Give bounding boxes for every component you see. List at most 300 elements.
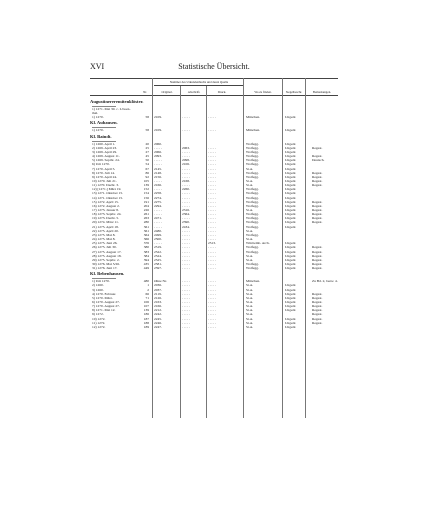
row-nr: 361 bbox=[143, 224, 149, 229]
row-abschrift: . . . . . bbox=[182, 283, 190, 288]
row-abschrift: . . . . . bbox=[182, 279, 190, 284]
row-druck: . . . . . bbox=[208, 187, 216, 192]
row-original: . . . . . bbox=[154, 224, 162, 229]
row-original: Ohne Nr. bbox=[154, 279, 167, 284]
row-nr: 226 bbox=[143, 208, 149, 212]
row-location: Wolfegg. bbox=[246, 170, 259, 175]
row-remark: Regest. bbox=[312, 203, 323, 208]
row-siegel: Ungedr. bbox=[285, 158, 297, 163]
row-druck: . . . . . bbox=[208, 316, 216, 321]
row-druck: . . . . . bbox=[208, 320, 216, 325]
column-group-rule bbox=[154, 85, 244, 86]
row-location: Wolfegg. bbox=[246, 141, 259, 146]
row-nr: 154 bbox=[143, 191, 149, 196]
row-siegel: Ungedr. bbox=[285, 115, 297, 120]
row-location: Wolfegg. bbox=[246, 261, 259, 266]
row-druck: . . . . . bbox=[208, 166, 216, 171]
row-siegel: Ungedr. bbox=[285, 300, 297, 304]
row-location: St.A. bbox=[246, 324, 254, 329]
row-druck: . . . . . bbox=[208, 232, 216, 237]
row-remark: Regest. bbox=[312, 312, 323, 317]
row-original: 2109. bbox=[154, 115, 162, 120]
row-original: 2471. bbox=[154, 216, 162, 221]
row-location: Wolfegg. bbox=[246, 191, 259, 196]
row-original: 2245. bbox=[154, 316, 162, 321]
row-siegel: Ungedr. bbox=[285, 291, 297, 296]
row-nr: 361 bbox=[143, 228, 149, 233]
row-remark: Regest. bbox=[312, 174, 323, 179]
row-siegel: Ungedr. bbox=[285, 170, 297, 175]
row-label: 1) 1270. bbox=[92, 115, 104, 120]
row-original: . . . . . bbox=[154, 178, 162, 183]
row-label: 11) 1272. bbox=[92, 320, 106, 325]
row-nr: 66 bbox=[145, 291, 149, 296]
row-nr: 67 bbox=[145, 166, 149, 171]
row-location: Württemb. Arch. bbox=[246, 241, 270, 246]
row-abschrift: 2364. bbox=[182, 212, 190, 217]
row-remark: Regest. bbox=[312, 261, 323, 266]
row-druck: . . . . . bbox=[208, 115, 216, 120]
row-location: Wolfegg. bbox=[246, 266, 259, 271]
row-abschrift: . . . . . bbox=[182, 191, 190, 196]
page-title: Statistische Übersicht. bbox=[178, 62, 250, 71]
row-druck: . . . . . bbox=[208, 324, 216, 329]
col-header-original: Original. bbox=[161, 90, 173, 94]
row-label: thal. bbox=[92, 111, 99, 116]
row-nr: 20 bbox=[145, 141, 149, 146]
row-nr: 189 bbox=[143, 324, 149, 329]
row-nr: 25 bbox=[145, 145, 149, 150]
section-title: Kl. Bebenhausen. bbox=[90, 271, 125, 277]
row-remark: Regest. bbox=[312, 308, 323, 313]
row-abschrift: 2063. bbox=[182, 145, 190, 150]
row-label: 13) 1271. Oktober 15. bbox=[92, 191, 124, 196]
col-header-wo: Wo zu finden. bbox=[254, 90, 272, 94]
row-abschrift: . . . . . bbox=[182, 324, 190, 329]
row-druck: . . . . . bbox=[208, 191, 216, 196]
row-nr: 50 bbox=[145, 158, 149, 163]
row-original: 2145. bbox=[154, 166, 162, 171]
row-label: 5) 1269. Septbr. 24. bbox=[92, 158, 120, 163]
row-abschrift: . . . . . bbox=[182, 253, 190, 258]
row-abschrift: . . . . . bbox=[182, 154, 190, 159]
row-druck: . . . . . bbox=[208, 195, 216, 200]
row-remark: Regest. bbox=[312, 145, 323, 150]
row-original: . . . . . bbox=[154, 162, 162, 167]
row-abschrift: . . . . . bbox=[182, 295, 190, 300]
row-label: 17) 1273. Januar 8. bbox=[92, 208, 119, 212]
row-nr: 383 bbox=[143, 249, 149, 254]
table-row bbox=[90, 325, 338, 329]
row-druck: . . . . . bbox=[208, 308, 216, 313]
row-nr: 107 bbox=[143, 304, 149, 309]
row-location: Wolfegg. bbox=[246, 232, 259, 237]
row-location: Wolfegg. bbox=[246, 195, 259, 200]
row-original: 2258. bbox=[154, 191, 162, 196]
row-location: Wolfegg. bbox=[246, 212, 259, 217]
row-location: St.A. bbox=[246, 237, 254, 242]
row-location: St.A. bbox=[246, 295, 254, 300]
row-nr: 86 bbox=[145, 170, 149, 175]
col-header-nr: Nr. bbox=[143, 90, 147, 94]
row-siegel: Ungedr. bbox=[285, 195, 297, 200]
row-original: 2212. bbox=[154, 308, 162, 313]
row-location: Wolfegg. bbox=[246, 174, 259, 179]
row-nr: 261 bbox=[143, 212, 149, 217]
row-druck: . . . . . bbox=[208, 154, 216, 159]
row-label: 19) 1273. Dezbr. 5. bbox=[92, 216, 120, 221]
row-label: 28) 1275. August 18. bbox=[92, 253, 122, 258]
row-druck: . . . . . bbox=[208, 291, 216, 296]
row-label: 10) 1272. bbox=[92, 316, 106, 321]
row-abschrift: 2316. bbox=[182, 208, 190, 212]
row-original: 2499. bbox=[154, 232, 162, 237]
row-siegel: Ungedr. bbox=[285, 174, 297, 179]
row-location: St.A. bbox=[246, 291, 254, 296]
row-nr: 376 bbox=[143, 241, 149, 246]
row-location: Wolfegg. bbox=[246, 245, 259, 250]
row-remark: Regest. bbox=[312, 220, 323, 225]
row-remark: Regest. bbox=[312, 170, 323, 175]
row-label: 4) 1269. August 11. bbox=[92, 154, 120, 159]
row-nr: 152 bbox=[143, 187, 149, 192]
row-remark: Regest. bbox=[312, 178, 323, 183]
row-abschrift: . . . . . bbox=[182, 170, 190, 175]
row-original: 2500. bbox=[154, 237, 162, 242]
row-siegel: Ungedr. bbox=[285, 304, 297, 309]
row-druck: . . . . . bbox=[208, 304, 216, 309]
row-siegel: Ungedr. bbox=[285, 287, 297, 292]
row-location: München. bbox=[246, 128, 261, 133]
row-abschrift: . . . . . bbox=[182, 241, 190, 246]
row-original: 2524. bbox=[154, 253, 162, 258]
row-remark: Regest. bbox=[312, 257, 323, 262]
row-label: 20) 1274. März 11. bbox=[92, 220, 119, 225]
col-header-siegel: Siegelbeschr. bbox=[285, 90, 303, 94]
row-label: 1) 1260. April 1. bbox=[92, 141, 116, 146]
row-abschrift: . . . . . bbox=[182, 183, 190, 188]
row-remark: Deutsch. bbox=[312, 158, 325, 163]
row-label: 8) 1271. Mai 12. bbox=[92, 308, 116, 313]
row-location: Wolfegg. bbox=[246, 203, 259, 208]
row-original: 2522. bbox=[154, 249, 162, 254]
row-druck: . . . . . bbox=[208, 203, 216, 208]
row-abschrift: 2168. bbox=[182, 178, 190, 183]
row-nr: 58 bbox=[145, 115, 149, 120]
row-siegel: Ungedr. bbox=[285, 241, 297, 246]
row-label: 10) 1270. Juli 21. bbox=[92, 178, 117, 183]
row-label: 15) 1272. April 15. bbox=[92, 199, 119, 204]
page-number: XVI bbox=[90, 62, 105, 71]
row-original: . . . . . bbox=[154, 145, 162, 150]
row-druck: . . . . . bbox=[208, 174, 216, 179]
row-remark: Regest. bbox=[312, 300, 323, 304]
row-remark: Regest. bbox=[312, 208, 323, 212]
row-location: München. bbox=[246, 115, 261, 120]
row-druck: . . . . . bbox=[208, 261, 216, 266]
header-bottom-rule bbox=[90, 95, 338, 96]
row-label: 2) 1269. April 23. bbox=[92, 145, 117, 150]
row-druck: . . . . . bbox=[208, 158, 216, 163]
row-druck: . . . . . bbox=[208, 266, 216, 271]
row-original: 2166. bbox=[154, 304, 162, 309]
row-label: 9) 1270. April 24. bbox=[92, 174, 117, 179]
row-siegel: Ungedr. bbox=[285, 162, 297, 167]
row-siegel: Ungedr. bbox=[285, 208, 297, 212]
row-nr: 263 bbox=[143, 216, 149, 221]
row-abschrift: . . . . . bbox=[182, 266, 190, 271]
row-label: 27) 1275. August 17. bbox=[92, 249, 122, 254]
row-label: 1) Um 1270. bbox=[92, 279, 110, 284]
row-original: 2525. bbox=[154, 257, 162, 262]
row-druck: . . . . . bbox=[208, 199, 216, 204]
row-druck: . . . . . bbox=[208, 237, 216, 242]
row-original: 2274. bbox=[154, 195, 162, 200]
row-location: Wolfegg. bbox=[246, 224, 259, 229]
row-druck: . . . . . bbox=[208, 249, 216, 254]
row-location: St.A. bbox=[246, 320, 254, 325]
row-abschrift: . . . . . bbox=[182, 228, 190, 233]
row-siegel: Ungedr. bbox=[285, 216, 297, 221]
row-druck: . . . . . bbox=[208, 170, 216, 175]
row-abschrift: 2106. bbox=[182, 162, 190, 167]
row-original: 2156. bbox=[154, 174, 162, 179]
row-druck: . . . . . bbox=[208, 287, 216, 292]
row-original: 2036. bbox=[154, 283, 162, 288]
row-abschrift: . . . . . bbox=[182, 257, 190, 262]
row-original: 2148. bbox=[154, 170, 162, 175]
row-location: Wolfegg. bbox=[246, 145, 259, 150]
row-remark: Regest. bbox=[312, 216, 323, 221]
row-abschrift: . . . . . bbox=[182, 237, 190, 242]
row-label: 2) 1260. bbox=[92, 283, 104, 288]
row-nr: 2 bbox=[147, 287, 149, 292]
row-label: 22) 1275. April 20. bbox=[92, 228, 119, 233]
row-siegel: Ungedr. bbox=[285, 187, 297, 192]
row-remark: Regest. bbox=[312, 183, 323, 188]
table-row bbox=[90, 128, 338, 132]
row-abschrift: . . . . . bbox=[182, 115, 190, 120]
row-label: 7) 1270. August 27. bbox=[92, 304, 120, 309]
row-druck: . . . . . bbox=[208, 228, 216, 233]
row-nr: 54 bbox=[145, 162, 149, 167]
row-remark: Regest. bbox=[312, 212, 323, 217]
row-siegel: Ungedr. bbox=[285, 191, 297, 196]
row-original: 2246. bbox=[154, 320, 162, 325]
row-druck: . . . . . bbox=[208, 145, 216, 150]
row-original: 2519. bbox=[154, 245, 162, 250]
row-druck: . . . . . bbox=[208, 312, 216, 317]
row-abschrift: . . . . . bbox=[182, 320, 190, 325]
row-siegel: Ungedr. bbox=[285, 257, 297, 262]
row-nr: 186 bbox=[143, 312, 149, 317]
row-original: 2066. bbox=[154, 149, 162, 154]
row-nr: 27 bbox=[145, 149, 149, 154]
row-location: St.A. bbox=[246, 166, 254, 171]
row-location: St.A. bbox=[246, 300, 254, 304]
row-label: 11) 1270. Dezbr. 3. bbox=[92, 183, 119, 188]
row-original: . . . . . bbox=[154, 241, 162, 246]
col-header-druck: Druck. bbox=[217, 90, 227, 94]
row-siegel: Ungedr. bbox=[285, 320, 297, 325]
row-siegel: Ungedr. bbox=[285, 203, 297, 208]
row-abschrift: . . . . . bbox=[182, 216, 190, 221]
row-siegel: Ungedr. bbox=[285, 166, 297, 171]
row-abschrift: 2098. bbox=[182, 158, 190, 163]
row-label: 5) 1270. März. bbox=[92, 295, 113, 300]
row-siegel: Ungedr. bbox=[285, 145, 297, 150]
row-siegel: Ungedr. bbox=[285, 141, 297, 146]
row-nr: 384 bbox=[143, 253, 149, 258]
row-location: Wolfegg. bbox=[246, 154, 259, 159]
row-remark: Regest. bbox=[312, 291, 323, 296]
section-title: Kl. Aubausen. bbox=[90, 120, 118, 126]
row-label: 12) 1272. bbox=[92, 324, 106, 329]
row-siegel: Ungedr. bbox=[285, 199, 297, 204]
row-remark: Regest. bbox=[312, 316, 323, 321]
row-location: St.A. bbox=[246, 283, 254, 288]
row-nr: 364 bbox=[143, 232, 149, 237]
row-nr: 280 bbox=[143, 220, 149, 225]
row-remark: Regest. bbox=[312, 266, 323, 271]
row-abschrift: . . . . . bbox=[182, 149, 190, 154]
row-label: 30) 1276. Mai 5/26. bbox=[92, 261, 120, 266]
row-nr: 156 bbox=[143, 195, 149, 200]
row-location: St.A. bbox=[246, 312, 254, 317]
row-abschrift: 2260. bbox=[182, 187, 190, 192]
row-druck: . . . . . bbox=[208, 283, 216, 288]
row-nr: 435 bbox=[143, 261, 149, 266]
row-siegel: Ungedr. bbox=[285, 154, 297, 159]
row-abschrift: . . . . . bbox=[182, 195, 190, 200]
row-druck: . . . . . bbox=[208, 220, 216, 225]
row-nr: 45 bbox=[145, 154, 149, 159]
row-label: 18) 1273. Septbr. 24. bbox=[92, 212, 122, 217]
row-location: Wolfegg. bbox=[246, 216, 259, 221]
row-siegel: Ungedr. bbox=[285, 220, 297, 225]
row-location: Wolfegg. bbox=[246, 249, 259, 254]
row-label: 6) Um 1270. bbox=[92, 162, 110, 167]
row-siegel: Ungedr. bbox=[285, 324, 297, 329]
row-nr: 191 bbox=[143, 199, 149, 204]
row-original: 2119. bbox=[154, 291, 162, 296]
row-location: St.A. bbox=[246, 304, 254, 309]
row-druck: 2513. bbox=[208, 241, 216, 246]
row-label: 12) [1271.] März 19. bbox=[92, 187, 122, 192]
row-druck: . . . . . bbox=[208, 224, 216, 229]
row-original: 2294. bbox=[154, 203, 162, 208]
row-abschrift: . . . . . bbox=[182, 249, 190, 254]
row-abschrift: . . . . . bbox=[182, 300, 190, 304]
row-label: 3) 1260. bbox=[92, 287, 104, 292]
row-druck: . . . . . bbox=[208, 216, 216, 221]
row-label: 3) 1269. April 29. bbox=[92, 149, 117, 154]
row-nr: 139 bbox=[143, 183, 149, 188]
row-nr: 106 bbox=[143, 300, 149, 304]
row-label: 14) 1271. Oktober 15. bbox=[92, 195, 124, 200]
row-original: . . . . . bbox=[154, 212, 162, 217]
row-label: 6) 1270. August 27. bbox=[92, 300, 120, 304]
row-label: 4) 1270. Februar. bbox=[92, 291, 117, 296]
row-original: 2242. bbox=[154, 312, 162, 317]
row-siegel: Ungedr. bbox=[285, 224, 297, 229]
row-location: Wolfegg. bbox=[246, 199, 259, 204]
row-siegel: Ungedr. bbox=[285, 128, 297, 133]
row-nr: 449 bbox=[143, 266, 149, 271]
row-siegel: Ungedr. bbox=[285, 261, 297, 266]
row-original: . . . . . bbox=[154, 220, 162, 225]
row-location: München. bbox=[246, 279, 261, 284]
row-location: St.A. bbox=[246, 257, 254, 262]
row-original: . . . . . bbox=[154, 158, 162, 163]
table-row bbox=[90, 266, 338, 270]
row-remark: Regest. bbox=[312, 304, 323, 309]
row-abschrift: . . . . . bbox=[182, 304, 190, 309]
row-abschrift: . . . . . bbox=[182, 128, 190, 133]
row-druck: . . . . . bbox=[208, 245, 216, 250]
row-siegel: Ungedr. bbox=[285, 308, 297, 313]
row-abschrift: . . . . . bbox=[182, 232, 190, 237]
row-label: 21) 1275. April 18. bbox=[92, 224, 119, 229]
row-label: 7) 1270. April 5. bbox=[92, 166, 116, 171]
row-abschrift: . . . . . bbox=[182, 245, 190, 250]
row-nr: 139 bbox=[143, 308, 149, 313]
row-original: 2275. bbox=[154, 199, 162, 204]
row-druck: . . . . . bbox=[208, 128, 216, 133]
row-location: St.A. bbox=[246, 178, 254, 183]
row-abschrift: . . . . . bbox=[182, 174, 190, 179]
row-label: 8) 1270. Juli 14. bbox=[92, 170, 115, 175]
row-druck: . . . . . bbox=[208, 257, 216, 262]
row-original: 2126. bbox=[154, 295, 162, 300]
col-header-bemerkungen: Bemerkungen. bbox=[312, 90, 332, 94]
row-remark: Regest. bbox=[312, 253, 323, 258]
row-location: Wolfegg. bbox=[246, 149, 259, 154]
row-druck: . . . . . bbox=[208, 300, 216, 304]
row-label: 23) 1275. Mai 8. bbox=[92, 232, 116, 237]
row-abschrift: . . . . . bbox=[182, 308, 190, 313]
row-druck: . . . . . bbox=[208, 253, 216, 258]
row-location: St.A. bbox=[246, 308, 254, 313]
row-siegel: Ungedr. bbox=[285, 316, 297, 321]
row-abschrift: . . . . . bbox=[182, 287, 190, 292]
row-label: 9) 1272. bbox=[92, 312, 104, 317]
row-nr: 394 bbox=[143, 257, 149, 262]
row-original: 2480. bbox=[154, 228, 162, 233]
row-nr: 71 bbox=[145, 295, 149, 300]
row-location: Wolfegg. bbox=[246, 158, 259, 163]
row-original: 2597. bbox=[154, 266, 162, 271]
row-label: 1) 1271. Mai 30. c. Löwen- bbox=[92, 107, 131, 111]
row-remark: Zu Bd. 2, bezw. 4. bbox=[312, 279, 338, 284]
row-abschrift: . . . . . bbox=[182, 316, 190, 321]
row-remark: Regest. bbox=[312, 249, 323, 254]
row-original: 2581. bbox=[154, 261, 162, 266]
row-druck: . . . . . bbox=[208, 212, 216, 217]
table-top-rule bbox=[90, 78, 338, 79]
row-label: 24) 1275. Mai 8. bbox=[92, 237, 116, 242]
row-druck: . . . . . bbox=[208, 208, 216, 212]
row-location: St.A. bbox=[246, 253, 254, 258]
row-nr: 380 bbox=[143, 245, 149, 250]
row-nr: 105 bbox=[143, 178, 149, 183]
row-remark: Regest. bbox=[312, 320, 323, 325]
row-label: 26) 1275. Juli 30. bbox=[92, 245, 117, 250]
row-siegel: Ungedr. bbox=[285, 183, 297, 188]
row-siegel: Ungedr. bbox=[285, 245, 297, 250]
row-abschrift: . . . . . bbox=[182, 312, 190, 317]
row-siegel: Ungedr. bbox=[285, 249, 297, 254]
